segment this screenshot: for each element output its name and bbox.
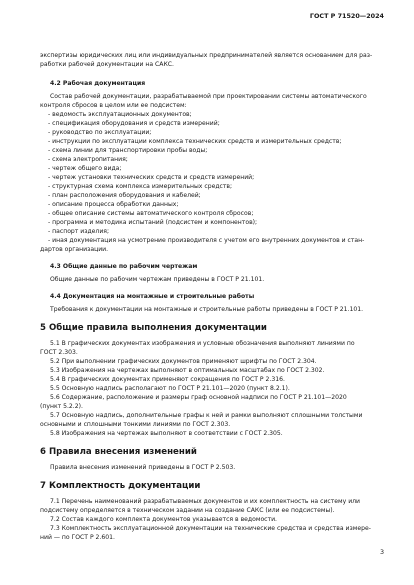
paragraph-line: 5.5 Основную надпись располагают по ГОСТ Р 21.101—2020 (пункт 8.2.1).	[50, 385, 290, 392]
list-item: - чертеж установки технических средств и средств измерений;	[48, 174, 255, 181]
section-4-2-title: 4.2 Рабочая документация	[50, 80, 146, 87]
list-item: - программа и методика испытаний (подсистем и компонентов);	[48, 219, 258, 226]
list-item: - структурная схема комплекса измерительных средств;	[48, 183, 233, 190]
section-4-3-title: 4.3 Общие данные по рабочим чертежам	[50, 263, 198, 270]
paragraph-line: 7.3 Комплектность эксплуатационной документации на технические средства и средства измере-	[50, 525, 371, 532]
list-item: - план расположения оборудования и кабелей;	[48, 192, 201, 199]
list-item: - схема линии для транспортировки пробы воды;	[48, 147, 208, 154]
paragraph-line: 5.1 В графических документах изображения и условные обозначения выполняют линиями по	[50, 340, 355, 347]
intro-line: работки рабочей документации на САКС.	[40, 61, 174, 68]
list-item: - руководство по эксплуатации;	[48, 129, 152, 136]
paragraph-line: основными и сплошными тонкими линиями по ГОСТ 2.303.	[40, 421, 231, 428]
paragraph-line: ГОСТ 2.303.	[40, 349, 78, 356]
paragraph-line: контроля сбросов в целом или ее подсистем:	[40, 102, 187, 109]
list-item: - спецификация оборудования и средств измерений;	[48, 120, 220, 127]
paragraph-line: 5.6 Содержание, расположение и размеры граф основной надписи по ГОСТ Р 21.101—2020	[50, 394, 347, 401]
paragraph-line: 5.8 Изображения на чертежах выполняют в соответствии с ГОСТ 2.305.	[50, 430, 283, 437]
section-7-title: 7 Комплектность документации	[40, 481, 201, 491]
list-item: - описание процесса обработки данных;	[48, 201, 179, 208]
paragraph-line: (пункт 5.2.2).	[40, 403, 83, 410]
list-item: - инструкции по эксплуатации комплекса технических средств и измерительных средств;	[48, 138, 342, 145]
list-item: - чертеж общего вида;	[48, 165, 122, 172]
paragraph-line: Состав рабочей документации, разрабатываемой при проектировании системы автоматического	[50, 93, 367, 100]
paragraph-line: Правила внесения изменений приведены в ГОСТ Р 2.503.	[50, 464, 236, 471]
list-item: - ведомость эксплуатационных документов;	[48, 111, 192, 118]
page-number: 3	[380, 548, 385, 556]
list-item: - иная документация на усмотрение производителя с учетом его внутренних документов и стан-	[48, 237, 365, 244]
list-item: - схема электропитания;	[48, 156, 128, 163]
paragraph-line: 5.2 При выполнении графических документов применяют шрифты по ГОСТ 2.304.	[50, 358, 317, 365]
section-4-4-title: 4.4 Документация на монтажные и строительные работы	[50, 293, 255, 300]
document-code-header: ГОСТ Р 71520—2024	[309, 12, 384, 20]
paragraph-line: Требования к документации на монтажные и строительные работы приведены в ГОСТ Р 21.101.	[50, 306, 364, 313]
paragraph-line: 7.1 Перечень наименований разрабатываемых документов и их комплектность на систему или	[50, 498, 361, 505]
paragraph-line: 5.7 Основную надпись, дополнительные графы к ней и рамки выполняют сплошными толстыми	[50, 412, 363, 419]
intro-line: экспертизы юридических лиц или индивидуальных предпринимателей является основанием для раз-	[40, 52, 373, 59]
list-item: - общее описание системы автоматического контроля сбросов;	[48, 210, 254, 217]
list-item: - паспорт изделия;	[48, 228, 110, 235]
list-item-continuation: дартов организации.	[40, 246, 109, 253]
section-6-title: 6 Правила внесения изменений	[40, 447, 197, 457]
section-5-title: 5 Общие правила выполнения документации	[40, 323, 267, 333]
paragraph-line: 5.4 В графических документах применяют сокращения по ГОСТ Р 2.316.	[50, 376, 285, 383]
paragraph-line: подсистему определяется в техническом задании на создание САКС (или ее подсистемы).	[40, 507, 335, 514]
paragraph-line: Общие данные по рабочим чертежам приведены в ГОСТ Р 21.101.	[50, 276, 265, 283]
paragraph-line: 5.3 Изображения на чертежах выполняют в оптимальных масштабах по ГОСТ 2.302.	[50, 367, 325, 374]
paragraph-line: ний — по ГОСТ Р 2.601.	[40, 534, 115, 541]
paragraph-line: 7.2 Состав каждого комплекта документов указывается в ведомости.	[50, 516, 277, 523]
